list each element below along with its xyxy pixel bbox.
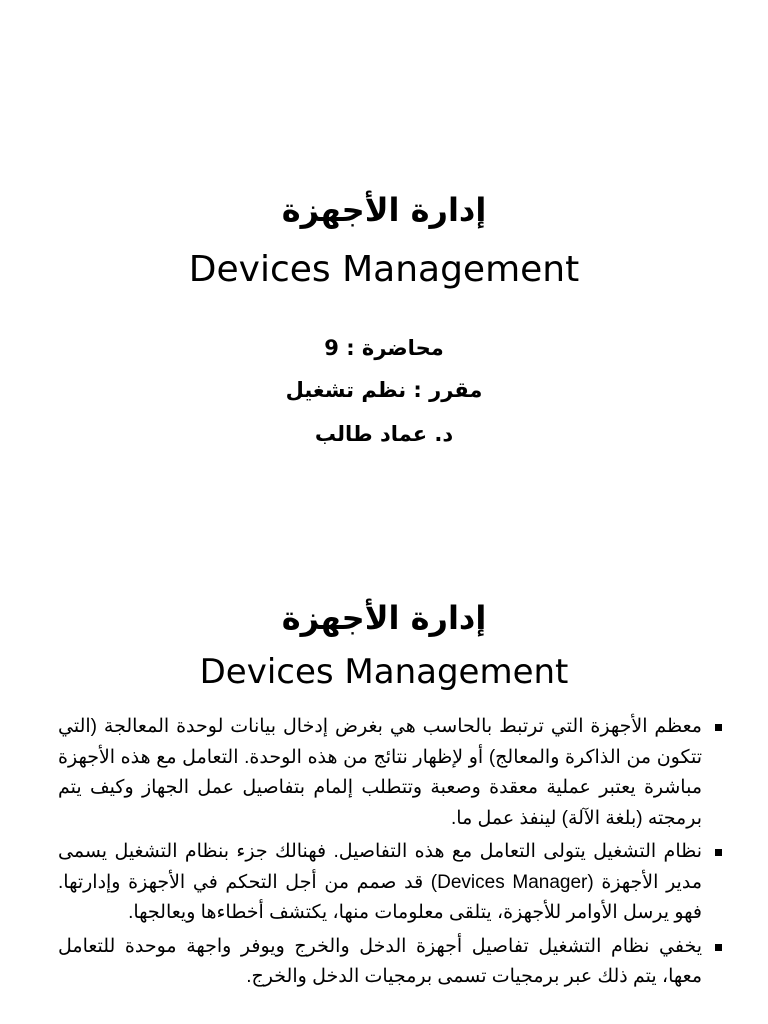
slide-title-english: Devices Management: [188, 249, 580, 290]
bullet-list: [58, 712, 722, 996]
list-item: [58, 932, 722, 993]
list-item: [58, 837, 722, 929]
slide-title-english: Devices Management: [199, 652, 569, 692]
square-bullet-icon: [715, 944, 722, 951]
instructor-name: د. عماد طالب: [314, 422, 454, 446]
bullet-text: يخفي نظام التشغيل تفاصيل أجهزة الدخل والخرج ويوفر واجهة موحدة للتعامل معها، يتم ذلك عبر برمجيات تسمى برمجيات الدخل والخرج.: [58, 935, 702, 987]
square-bullet-icon: [715, 849, 722, 856]
bullet-text: نظام التشغيل يتولى التعامل مع هذه التفاصيل. فهنالك جزء بنظام التشغيل يسمى مدير الأجهزة (Devices Manager) قد صمم من أجل التحكم في الأجهزة وإدارتها. فهو يرسل الأوامر للأجهزة، يتلقى معلومات منها، يكتشف أخطاءها ويعالجها.: [58, 841, 702, 923]
course-name: مقرر : نظم تشغيل: [285, 378, 483, 402]
lecture-number: محاضرة : 9: [324, 336, 444, 360]
square-bullet-icon: [715, 724, 722, 731]
list-item: [58, 712, 722, 834]
content-slide: [0, 512, 768, 1024]
slide-title-arabic: إدارة الأجهزة: [281, 191, 487, 229]
bullet-text: معظم الأجهزة التي ترتبط بالحاسب هي بغرض إدخال بيانات لوحدة المعالجة (التي تتكون من الذاكرة والمعالج) أو لإظهار نتائج من هذه الوحدة. التعامل مع هذه الأجهزة مباشرة يعتبر عملية معقدة وصعبة وتتطلب إلمام بتفاصيل عمل الجهاز وكيف يتم برمجته (بلغة الآلة) لينفذ عمل ما.: [58, 716, 702, 829]
slide-title-arabic: إدارة الأجهزة: [281, 599, 487, 637]
